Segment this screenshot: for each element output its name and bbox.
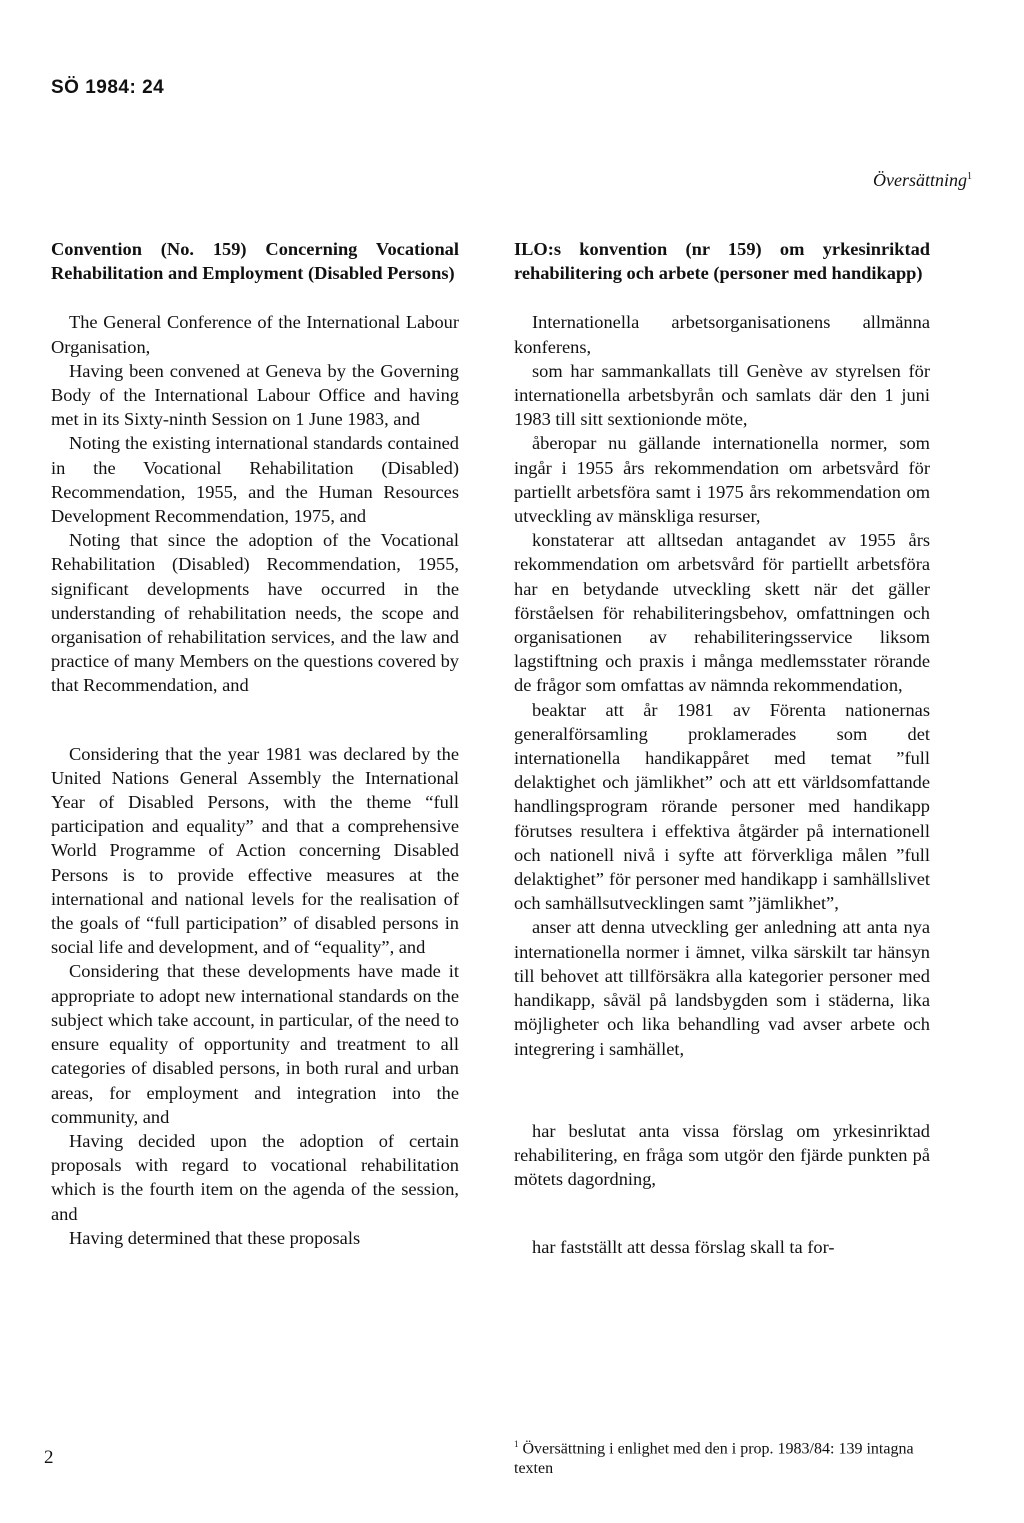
english-column: [51, 237, 459, 1250]
english-title: Convention (No. 159) Concerning Vocational Rehabilitation and Employment (Disabled Persons): [51, 239, 459, 284]
footnote-mark: 1: [967, 171, 972, 182]
translation-label-text: Översättning: [873, 170, 967, 190]
english-paragraph: Considering that these developments have made it appropriate to adopt new international standards on the subject which take account, in particular, of the need to ensure equality of opportunity and treatment to all categories of disabled persons, in both rural and urban areas, for employment and integration into the community, and: [51, 961, 459, 1127]
swedish-paragraph: konstaterar att alltsedan antagandet av 1955 års rekommendation om arbetsvård för partiellt arbetsföra har en betydande utveckling skett när det gäller förståelsen för rehabiliteringsbehov, omfattningen och organisationen av rehabiliteringsservice liksom lagstiftning och praxis i många medlemsstater rörande de frågor som omfattas av nämnda rekommendation,: [514, 530, 930, 696]
english-paragraph: Noting the existing international standards contained in the Vocational Rehabilitation (Disabled) Recommendation, 1955, and the Human Resources Development Recommendation, 1975, and: [51, 433, 459, 527]
swedish-paragraph: som har sammankallats till Genève av styrelsen för internationella arbetsbyrån och samlats där den 1 juni 1983 till sitt sextionionde möte,: [514, 360, 930, 430]
swedish-column: [514, 237, 930, 1260]
english-paragraph: The General Conference of the International Labour Organisation,: [51, 312, 459, 357]
swedish-title: ILO:s konvention (nr 159) om yrkesinriktad rehabilitering och arbete (personer med handikapp): [514, 239, 930, 284]
page-number: 2: [44, 1447, 54, 1468]
footnote-number: 1: [514, 1439, 519, 1449]
english-paragraph: Having decided upon the adoption of certain proposals with regard to vocational rehabilitation which is the fourth item on the agenda of the session, and: [51, 1130, 459, 1224]
footnote-text: Översättning i enlighet med den i prop. 1983/84: 139 intagna texten: [514, 1440, 914, 1478]
swedish-paragraph: Internationella arbetsorganisationens allmänna konferens,: [514, 312, 930, 357]
swedish-paragraph: har fastställt att dessa förslag skall ta for-: [532, 1237, 835, 1258]
english-paragraph: Having determined that these proposals: [69, 1227, 361, 1248]
swedish-paragraph: beaktar att år 1981 av Förenta nationernas generalförsamling proklamerades som det internationella handikappåret med temat ”full delaktighet och jämlikhet” och att ett världsomfattande handlingsprogram rörande personer med handikapp förutses resultera i effektiva åtgärder på internationell och nationell nivå i syfte att förverkliga målen ”full delaktighet” för personer med handikapp i samhällslivet och samhällsutvecklingen samt ”jämlikhet”,: [514, 699, 930, 914]
document-reference: SÖ 1984: 24: [51, 77, 165, 98]
translation-label: [873, 170, 972, 191]
english-paragraph: Noting that since the adoption of the Vocational Rehabilitation (Disabled) Recommendation, 1955, significant developments have occurred in the understanding of rehabilitation needs, the scope and organisation of rehabilitation services, and the law and practice of many Members on the questions covered by that Recommendation, and: [51, 530, 459, 696]
swedish-paragraph: åberopar nu gällande internationella normer, som ingår i 1955 års rekommendation om arbetsvård för partiellt arbetsföra samt i 1975 års rekommendation om utveckling av mänskliga resurser,: [514, 433, 930, 527]
swedish-paragraph: anser att denna utveckling ger anledning att anta nya internationella normer i ämnet, vilka särskilt tar hänsyn till behovet att tillförsäkra alla kategorier personer med handikapp, såväl på landsbygden som i städerna, lika möjligheter och lika behandling vad avser arbete och integrering i samhället,: [514, 917, 930, 1059]
swedish-paragraph: har beslutat anta vissa förslag om yrkesinriktad rehabilitering, en fråga som utgör den fjärde punkten på mötets dagordning,: [514, 1120, 930, 1190]
english-paragraph: Having been convened at Geneva by the Governing Body of the International Labour Office and having met in its Sixty-ninth Session on 1 June 1983, and: [51, 360, 459, 430]
footnote: [514, 1434, 934, 1479]
english-paragraph: Considering that the year 1981 was declared by the United Nations General Assembly the International Year of Disabled Persons, with the theme “full participation and equality” and that a comprehensive World Programme of Action concerning Disabled Persons is to provide effective measures at the international and national levels for the realisation of the goals of “full participation” of disabled persons in social life and development, and of “equality”, and: [51, 743, 459, 958]
